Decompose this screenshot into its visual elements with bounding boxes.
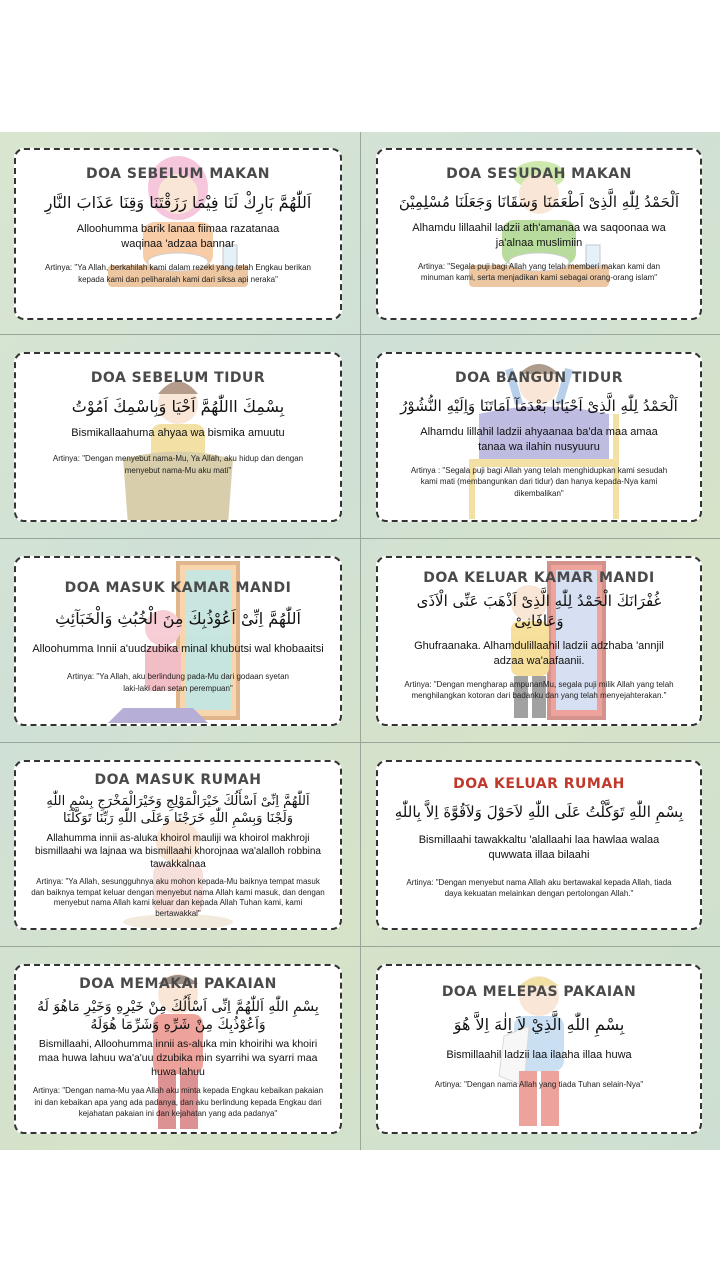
card-title: DOA BANGUN TIDUR [454, 370, 624, 386]
card-doa-masuk-rumah [14, 760, 342, 930]
meaning-text: Artinya: "Dengan nama-Mu yaa Allah aku minta kepada Engkau kebaikan pakaian ini dan kebaikan apa yang ada padanya, dan aku berlindung kepada Engkau dari kejahatan pakaian ini dan kejahatan yang ada padanya" [32, 1086, 324, 1119]
meaning-text: Artinya: "Ya Allah, aku berlindung pada-Mu dari godaan syetan laki-laki dan setan perempuan" [67, 672, 289, 693]
poster-sheet [0, 132, 720, 1150]
latin-text: Bismillaahil ladzii laa ilaaha illaa huwa [446, 1049, 632, 1062]
card-title: DOA MELEPAS PAKAIAN [441, 984, 637, 1000]
card-title: DOA SESUDAH MAKAN [446, 166, 632, 182]
arabic-text: بِسْمِ اللّٰهِ اَللّٰهُمَّ اِنِّى اَسْأَلُكَ مِنْ خَيْرِهِ وَخَيْرِ مَاهُوَ لَهُ وَاَعُوْذُبِكَ مِنْ شَرِّهِ وَشَرِّمَا هُوَلَهُ [37, 999, 319, 1034]
grid-divider-1 [0, 334, 720, 335]
meaning-text: Artinya: "Segala puji bagi Allah yang telah memberi makan kami dan minuman kami, serta menjadikan kami sebagai orang-orang islam" [417, 261, 661, 283]
arabic-text: اَلْحَمْدُ لِلّٰهِ الَّذِىْ اَطْعَمَنَا وَسَقَانَا وَجَعَلَنَا مُسْلِمِيْنَ [398, 193, 680, 211]
meaning-text: Artinya: "Dengan menyebut nama-Mu, Ya Allah, aku hidup dan dengan menyebut nama-Mu aku mati" [52, 454, 304, 475]
card-title: DOA KELUAR RUMAH [453, 776, 625, 792]
arabic-text: اَلْحَمْدُ لِلّٰهِ الَّذِىْ اَحْيَانَا بَعْدَمَآ اَمَاتَنَا وَاِلَيْهِ النُّشُوْرُ [400, 397, 678, 415]
meaning-text: Artinya: "Dengan mengharap ampunanMu, segala puji milik Allah yang telah menghilangkan kotoran dari badanku dan yang telah menyejahterakan." [404, 679, 674, 701]
latin-text: Alloohumma Innii a'uudzubika minal khubutsi wal khobaaitsi [32, 643, 324, 656]
card-title: DOA MEMAKAI PAKAIAN [79, 976, 277, 992]
grid-divider-2 [0, 538, 720, 539]
card-doa-memakai-pakaian [14, 964, 342, 1134]
card-title: DOA SEBELUM MAKAN [86, 166, 270, 182]
card-doa-sesudah-makan [376, 148, 702, 320]
latin-text: Bismillaahi, Alloohumma innii as-aluka min khoirihi wa khoiri maa huwa lahuu wa'a'uu dzubika min syarrihi wa syarri maa huwa lahuu [38, 1038, 318, 1078]
meaning-text: Artinya: "Ya Allah, sesungguhnya aku mohon kepada-Mu baiknya tempat masuk dan baiknya tempat keluar dengan menyebut nama Allah kami masuk, dan dengan menyebut nama Allah kami keluar dan kepada Allah Tuhan kami, kami bertawakkal" [31, 876, 325, 919]
card-doa-melepas-pakaian [376, 964, 702, 1134]
card-doa-bangun-tidur [376, 352, 702, 522]
meaning-text: Artinya: "Ya Allah, berkahilah kami dalam rezeki yang telah Engkau berikan kepada kami dan peliharalah kami dari siksa api neraka" [45, 263, 311, 284]
card-title: DOA SEBELUM TIDUR [90, 370, 266, 386]
grid-divider-vertical [360, 132, 361, 1150]
meaning-text: Artinya: "Dengan menyebut nama Allah aku bertawakal kepada Allah, tiada daya kekuatan melainkan dengan pertolongan Allah." [406, 877, 672, 899]
latin-text: Allahumma innii as-aluka khoirol mauliji wa khoirol makhroji bismillaahi wa lajnaa wa bismillaahi khorojnaa wa'alalloh robbina tawakkalnaa [35, 832, 321, 870]
card-title: DOA MASUK KAMAR MANDI [64, 580, 292, 596]
grid-divider-4 [0, 946, 720, 947]
arabic-text: غُفْرَانَكَ الْحَمْدُ لِلّٰهِ الَّذِىْ اَذْهَبَ عَنِّى الْاَذَى وَعَافَانِىْ [416, 592, 662, 630]
arabic-text: اَللّٰهُمَّ اِنِّىْ اَعُوْذُبِكَ مِنَ الْخُبُثِ وَالْخَبَآئِثِ [55, 609, 301, 628]
meaning-text: Artinya: "Dengan nama Allah yang tiada Tuhan selain-Nya" [434, 1080, 644, 1090]
latin-text: Alhamdu lillahil ladzii ahyaanaa ba'da maa amaa tanaa wa ilahin nusyuuru [420, 426, 658, 453]
card-doa-sebelum-makan [14, 148, 342, 320]
latin-text: Bismikallaahuma ahyaa wa bismika amuutu [71, 427, 285, 440]
latin-text: Alloohumma barik lanaa fiimaa razatanaa waqinaa 'adzaa bannar [76, 223, 280, 251]
arabic-text: بِسْمِ اللّٰهِ الَّذِيْ لاَ اِلٰهَ اِلاَّ هُوَ [453, 1015, 625, 1034]
grid-divider-3 [0, 742, 720, 743]
arabic-text: بِسْمِ اللّٰهِ تَوَكَّلْتُ عَلَى اللّٰهِ لاَحَوْلَ وَلاَقُوَّةَ اِلاَّ بِاللّٰهِ [394, 803, 684, 821]
latin-text: Alhamdu lillaahil ladzii ath'amanaa wa saqoonaa wa ja'alnaa muslimiin [412, 222, 666, 249]
latin-text: Bismillaahi tawakkaltu 'alallaahi laa hawlaa walaa quwwata illaa bilaahi [418, 834, 660, 861]
arabic-text: اَللّٰهُمَّ اِنِّىْ اَسْأَلُكَ خَيْرَالْمَوْلِجِ وَخَيْرَالْمَخْرَجِ بِسْمِ اللّٰهِ وَلَجْنَا وَبِسْمِ اللّٰهِ خَرَجْنَا وَعَلَى اللّٰهِ رَبِّنَا تَوَكَّلْنَا [46, 794, 310, 826]
meaning-text: Artinya : "Segala puji bagi Allah yang telah menghidupkan kami sesudah kami mati (membangunkan dari tidur) dan hanya kepada-Nya kami dikembalikan" [410, 465, 668, 498]
card-title: DOA KELUAR KAMAR MANDI [423, 570, 655, 586]
card-doa-masuk-kamar-mandi [14, 556, 342, 726]
card-doa-sebelum-tidur [14, 352, 342, 522]
latin-text: Ghufraanaka. Alhamdulillaahil ladzii adzhaba 'annjil adzaa wa'aafaanii. [414, 640, 664, 667]
arabic-text: اَللّٰهُمَّ بَارِكْ لَنَا فِيْمَا رَزَقْتَنَا وَقِنَا عَذَابَ النَّارِ [44, 193, 312, 212]
card-doa-keluar-rumah [376, 760, 702, 930]
card-doa-keluar-kamar-mandi [376, 556, 702, 726]
arabic-text: بِسْمِكَ االلّٰهُمَّ اَحْيَا وَبِاسْمِكَ اَمُوْتُ [71, 397, 285, 416]
card-title: DOA MASUK RUMAH [94, 772, 262, 788]
